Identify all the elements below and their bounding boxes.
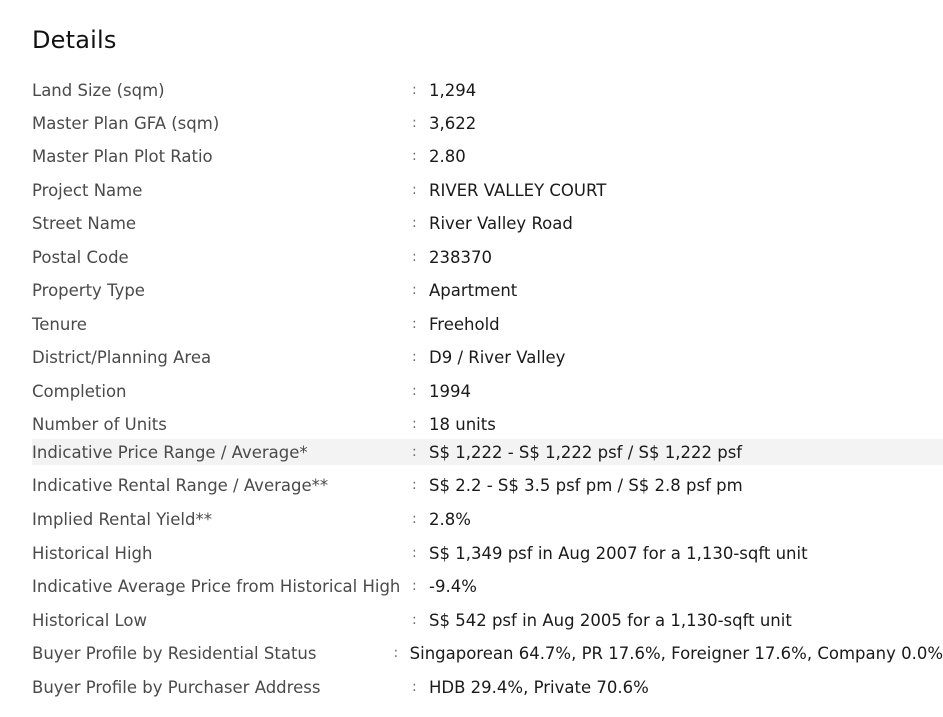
separator: :	[412, 82, 417, 98]
detail-row	[32, 378, 943, 404]
detail-row	[32, 143, 943, 169]
detail-value: 2.8%	[429, 509, 471, 529]
detail-row	[32, 244, 943, 270]
detail-label: Property Type	[32, 280, 145, 300]
separator: :	[412, 416, 417, 432]
separator: :	[412, 148, 417, 164]
detail-row	[32, 277, 943, 303]
separator: :	[412, 679, 417, 695]
detail-value: -9.4%	[429, 576, 477, 596]
separator: :	[412, 182, 417, 198]
detail-value: 1994	[429, 381, 471, 401]
detail-label: Historical Low	[32, 610, 148, 630]
detail-row	[32, 674, 943, 700]
separator: :	[412, 477, 417, 493]
separator: :	[412, 249, 417, 265]
detail-label: Number of Units	[32, 414, 167, 434]
detail-value: 1,294	[429, 80, 477, 100]
detail-value: S$ 1,222 - S$ 1,222 psf / S$ 1,222 psf	[429, 442, 743, 462]
detail-row	[32, 311, 943, 337]
separator: :	[412, 316, 417, 332]
detail-label: Implied Rental Yield**	[32, 509, 212, 529]
detail-value: HDB 29.4%, Private 70.6%	[429, 677, 649, 697]
separator: :	[412, 383, 417, 399]
detail-label: Master Plan Plot Ratio	[32, 146, 213, 166]
detail-label: Land Size (sqm)	[32, 80, 165, 100]
detail-row	[32, 177, 943, 203]
detail-row	[32, 110, 943, 136]
detail-value: 238370	[429, 247, 492, 267]
separator: :	[412, 349, 417, 365]
detail-label: Street Name	[32, 213, 137, 233]
detail-value: S$ 542 psf in Aug 2005 for a 1,130-sqft unit	[429, 610, 792, 630]
detail-row	[32, 77, 943, 103]
separator: :	[393, 645, 399, 661]
detail-label: Historical High	[32, 543, 153, 563]
detail-label: Indicative Average Price from Historical High	[32, 576, 401, 596]
separator: :	[412, 215, 417, 231]
detail-row	[32, 506, 943, 532]
detail-label: Buyer Profile by Purchaser Address	[32, 677, 321, 697]
detail-row	[32, 640, 943, 666]
detail-label: Tenure	[32, 314, 87, 334]
detail-value: Singaporean 64.7%, PR 17.6%, Foreigner 17.6%, Company 0.0%	[409, 643, 943, 663]
detail-label: Buyer Profile by Residential Status	[32, 643, 317, 663]
detail-row	[32, 472, 943, 498]
detail-label: Master Plan GFA (sqm)	[32, 113, 220, 133]
separator: :	[412, 612, 417, 628]
detail-value: D9 / River Valley	[429, 347, 566, 367]
detail-label: Completion	[32, 381, 127, 401]
details-title: Details	[32, 26, 117, 54]
separator: :	[412, 511, 417, 527]
detail-row	[32, 411, 943, 437]
detail-row	[32, 540, 943, 566]
separator: :	[412, 545, 417, 561]
separator: :	[412, 578, 417, 594]
detail-label: Postal Code	[32, 247, 129, 267]
detail-row	[32, 344, 943, 370]
detail-value: 2.80	[429, 146, 466, 166]
detail-value: S$ 1,349 psf in Aug 2007 for a 1,130-sqft unit	[429, 543, 808, 563]
detail-value: Freehold	[429, 314, 500, 334]
detail-label: Indicative Rental Range / Average**	[32, 475, 329, 495]
detail-value: RIVER VALLEY COURT	[429, 180, 607, 200]
separator: :	[412, 282, 417, 298]
detail-label: District/Planning Area	[32, 347, 212, 367]
detail-row	[32, 607, 943, 633]
detail-value: 18 units	[429, 414, 496, 434]
detail-row	[32, 210, 943, 236]
detail-value: 3,622	[429, 113, 477, 133]
separator: :	[412, 444, 417, 460]
detail-value: S$ 2.2 - S$ 3.5 psf pm / S$ 2.8 psf pm	[429, 475, 743, 495]
detail-value: Apartment	[429, 280, 518, 300]
detail-row	[32, 573, 943, 599]
detail-label: Project Name	[32, 180, 143, 200]
detail-value: River Valley Road	[429, 213, 573, 233]
detail-label: Indicative Price Range / Average*	[32, 442, 308, 462]
separator: :	[412, 115, 417, 131]
detail-row-highlighted	[32, 439, 943, 465]
